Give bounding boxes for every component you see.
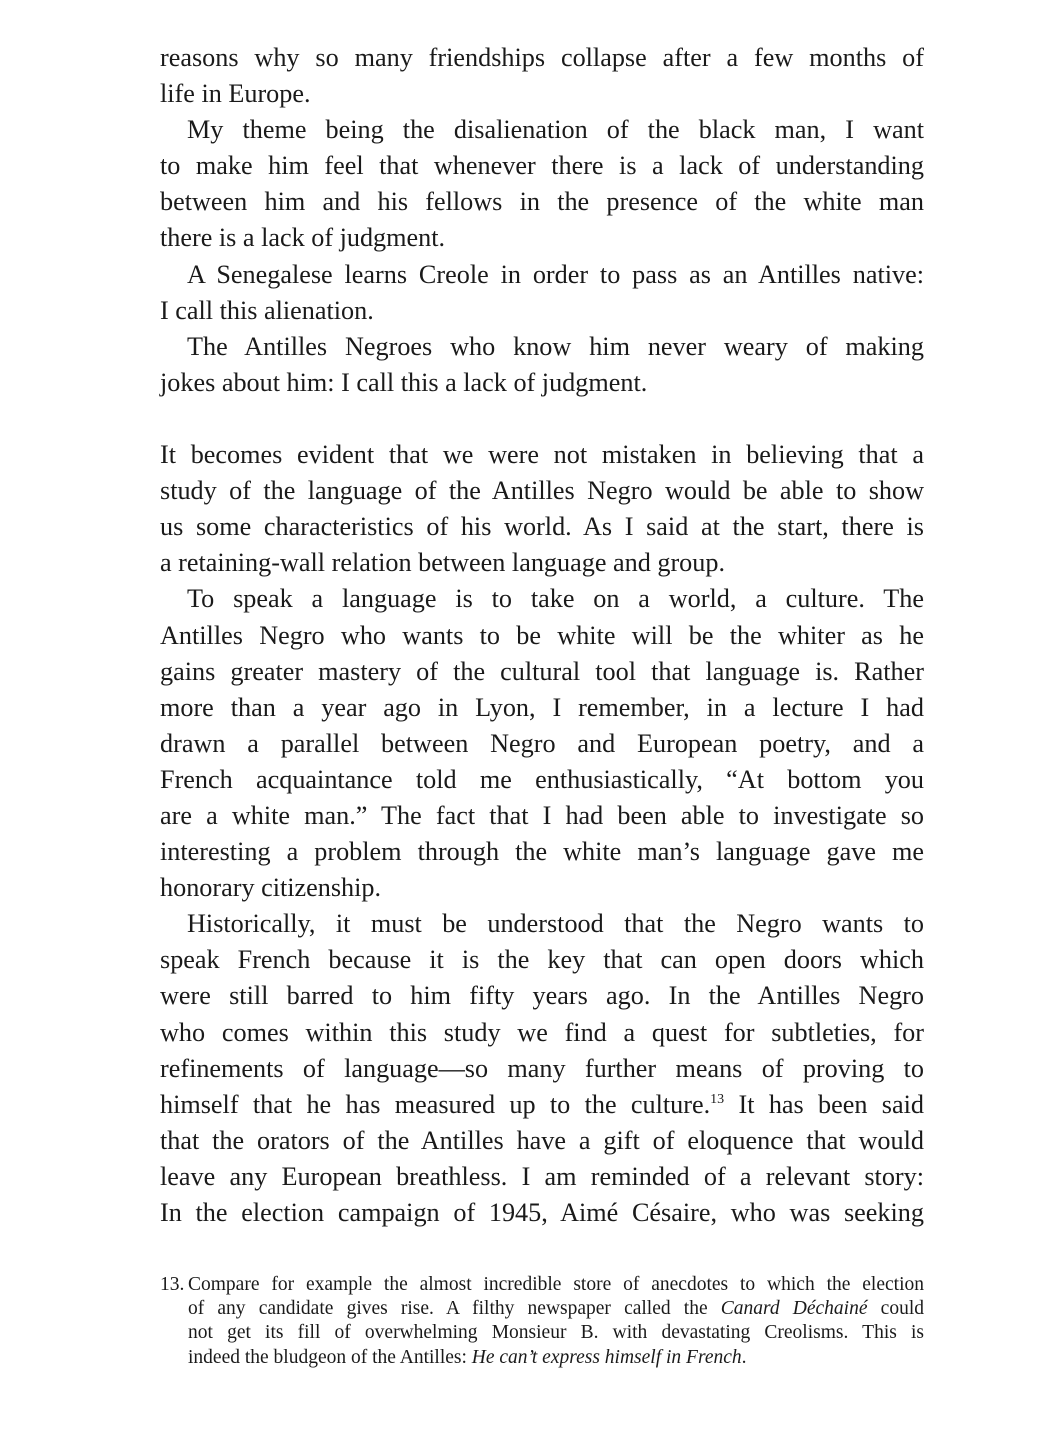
text-line-content: study of the language of the Antilles Negro would be able to show bbox=[160, 476, 924, 506]
text-line bbox=[160, 834, 924, 870]
text-line bbox=[160, 978, 924, 1014]
text-line-content: A Senegalese learns Creole in order to pass as an Antilles native: bbox=[187, 259, 924, 289]
text-line-content: My theme being the disalienation of the black man, I want bbox=[187, 115, 924, 145]
text-line-content: there is a lack of judgment. bbox=[160, 223, 446, 253]
text-line-content: were still barred to him fifty years ago. In the Antilles Negro bbox=[160, 981, 924, 1011]
text-line bbox=[160, 509, 924, 545]
text-line bbox=[160, 726, 924, 762]
footnote-number: 13. bbox=[160, 1274, 185, 1295]
text-line bbox=[160, 473, 924, 509]
text-line bbox=[160, 293, 924, 329]
text-line bbox=[160, 257, 924, 293]
footnote-text: Compare for example the almost incredible store of anecdotes to which the election bbox=[188, 1274, 924, 1295]
text-line bbox=[160, 654, 924, 690]
text-line-content: to make him feel that whenever there is a lack of understanding bbox=[160, 151, 924, 181]
text-line-content: between him and his fellows in the presence of the white man bbox=[160, 187, 924, 217]
text-line-content: himself that he has measured up to the culture. bbox=[160, 1089, 711, 1119]
text-line bbox=[160, 112, 924, 148]
footnote-line bbox=[188, 1321, 924, 1345]
footnote-text: indeed the bludgeon of the Antilles: bbox=[188, 1346, 472, 1368]
text-line bbox=[160, 76, 924, 112]
text-line bbox=[160, 906, 924, 942]
text-line-content: French acquaintance told me enthusiastically, “At bottom you bbox=[160, 764, 924, 794]
text-line bbox=[160, 870, 924, 906]
text-line-content: life in Europe. bbox=[160, 79, 311, 109]
text-line bbox=[160, 1195, 924, 1231]
text-line-content: are a white man.” The fact that I had been able to investigate so bbox=[160, 800, 924, 830]
text-line bbox=[160, 437, 924, 473]
text-line bbox=[160, 148, 924, 184]
body-text bbox=[160, 40, 924, 1231]
text-line-content: reasons why so many friendships collapse after a few months of bbox=[160, 43, 924, 72]
text-line-content: refinements of language—so many further means of proving to bbox=[160, 1053, 924, 1083]
footnote bbox=[160, 1273, 924, 1370]
text-line bbox=[160, 1087, 924, 1123]
footnotes bbox=[160, 1273, 924, 1370]
text-line bbox=[160, 762, 924, 798]
text-line bbox=[160, 1123, 924, 1159]
footnote-text: of any candidate gives rise. A filthy newspaper called the bbox=[188, 1298, 721, 1320]
text-line-content: who comes within this study we find a quest for subtleties, for bbox=[160, 1017, 924, 1047]
text-line bbox=[160, 365, 924, 401]
text-line-content: that the orators of the Antilles have a gift of eloquence that would bbox=[160, 1125, 924, 1155]
text-line bbox=[160, 329, 924, 365]
text-line-content: It has been said bbox=[724, 1089, 924, 1119]
text-line-content: The Antilles Negroes who know him never weary of making bbox=[187, 331, 924, 361]
text-line bbox=[160, 220, 924, 256]
text-line-content: In the election campaign of 1945, Aimé Césaire, who was seeking bbox=[160, 1198, 924, 1227]
footnote-text: . bbox=[741, 1346, 747, 1368]
text-line bbox=[160, 1051, 924, 1087]
italic-title: Canard Déchainé bbox=[720, 1298, 868, 1320]
text-line bbox=[160, 184, 924, 220]
text-line bbox=[160, 1015, 924, 1051]
text-line-content: drawn a parallel between Negro and European poetry, and a bbox=[160, 728, 924, 758]
footnote-text: not get its fill of overwhelming Monsieur B. with devastating Creolisms. This is bbox=[188, 1322, 924, 1344]
text-line bbox=[160, 690, 924, 726]
text-line-content: honorary citizenship. bbox=[160, 873, 382, 903]
text-line-content: leave any European breathless. I am reminded of a relevant story: bbox=[160, 1161, 924, 1191]
text-line-content: Antilles Negro who wants to be white will be the whiter as he bbox=[160, 620, 924, 650]
text-line bbox=[160, 798, 924, 834]
text-line-content: us some characteristics of his world. As I said at the start, there is bbox=[160, 512, 924, 542]
footnote-line bbox=[188, 1273, 924, 1297]
footnote-line bbox=[188, 1346, 924, 1370]
text-line bbox=[160, 545, 924, 581]
text-line-content: To speak a language is to take on a world, a culture. The bbox=[187, 584, 924, 614]
text-line-content: more than a year ago in Lyon, I remember, in a lecture I had bbox=[160, 692, 924, 722]
footnote-ref[interactable]: 13 bbox=[710, 1091, 725, 1107]
text-line bbox=[160, 942, 924, 978]
text-line bbox=[160, 618, 924, 654]
text-line-content: a retaining-wall relation between language and group. bbox=[160, 548, 725, 578]
text-line-content: interesting a problem through the white man’s language gave me bbox=[160, 837, 924, 867]
text-line bbox=[160, 1159, 924, 1195]
section-break bbox=[160, 401, 924, 437]
italic-title: He can’t express himself in French bbox=[471, 1346, 742, 1368]
footnote-line bbox=[188, 1297, 924, 1321]
footnote-text: could bbox=[867, 1298, 924, 1320]
text-line-content: Historically, it must be understood that the Negro wants to bbox=[187, 909, 924, 939]
text-line-content: I call this alienation. bbox=[160, 295, 374, 325]
text-line-content: jokes about him: I call this a lack of judgment. bbox=[160, 367, 648, 397]
text-line bbox=[160, 40, 924, 76]
text-line-content: gains greater mastery of the cultural tool that language is. Rather bbox=[160, 656, 924, 686]
text-line-content: It becomes evident that we were not mistaken in believing that a bbox=[160, 440, 924, 470]
text-line-content: speak French because it is the key that can open doors which bbox=[160, 945, 924, 975]
text-line bbox=[160, 581, 924, 617]
